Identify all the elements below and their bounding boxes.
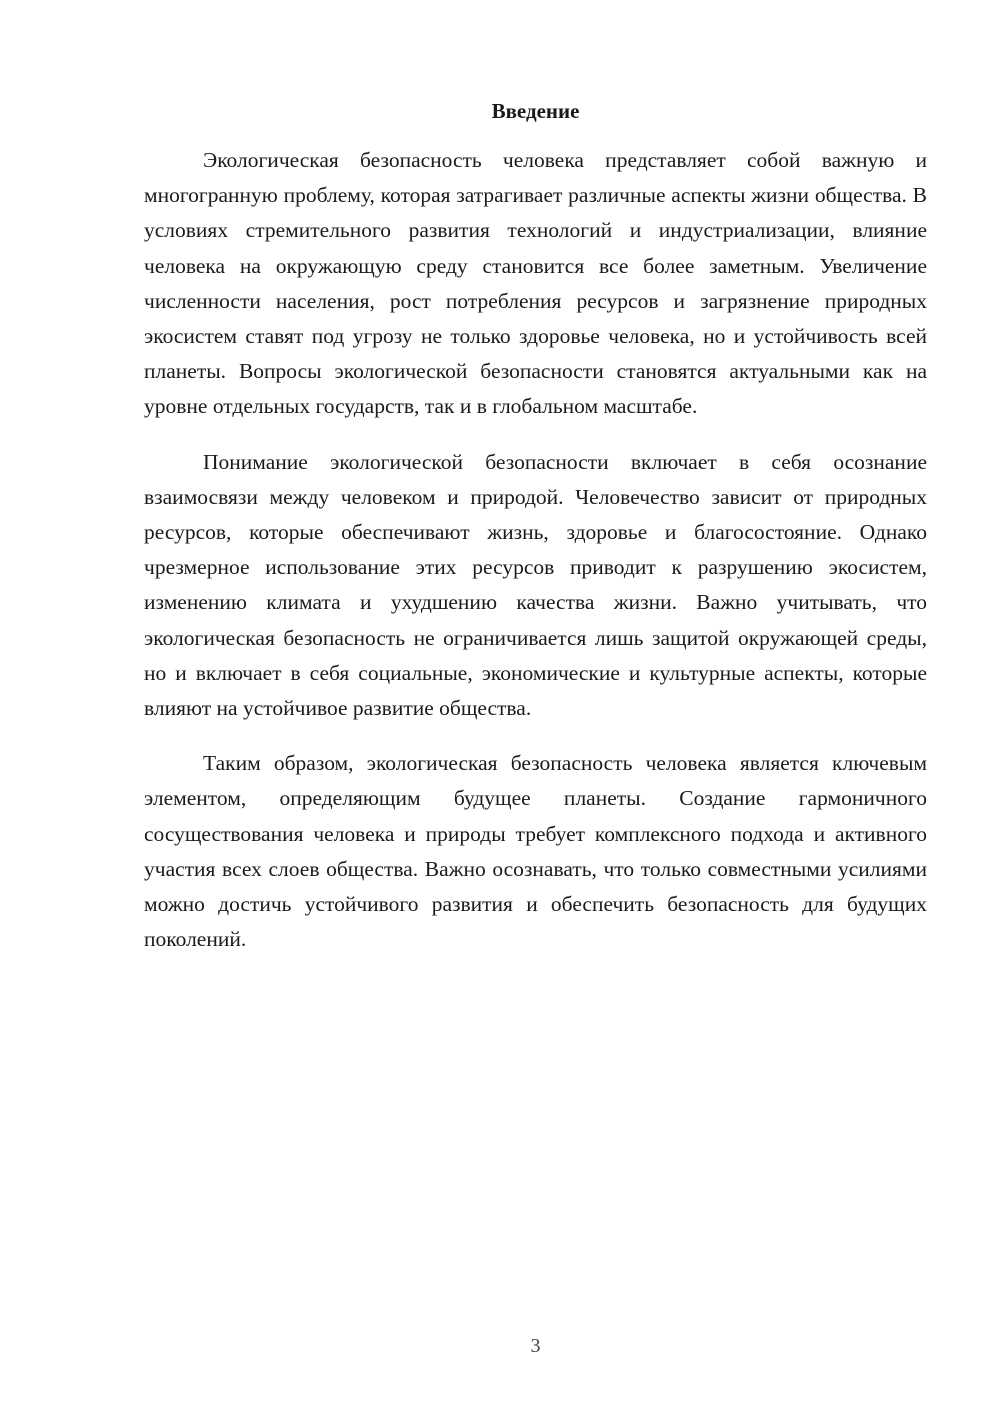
page-number: 3 (530, 1335, 541, 1357)
section-heading: Введение (491, 99, 580, 123)
paragraph-2: Понимание экологической безопасности включает в себя осознание взаимосвязи между человеком и природой. Человечество зависит от природных ресурсов, которые обеспечивают жизнь, здоровье и благосостояние. Однако чрезмерное использование этих ресурсов приводит к разрушению экосистем, изменению климата и ухудшению качества жизни. Важно учитывать, что экологическая безопасность не ограничивается лишь защитой окружающей среды, но и включает в себя социальные, экономические и культурные аспекты, которые влияют на устойчивое развитие общества. (144, 449, 927, 721)
body-text (144, 143, 927, 977)
paragraph-1: Экологическая безопасность человека представляет собой важную и многогранную проблему, которая затрагивает различные аспекты жизни общества. В условиях стремительного развития технологий и индустриализации, влияние человека на окружающую среду становится все более заметным. Увеличение численности населения, рост потребления ресурсов и загрязнение природных экосистем ставят под угрозу не только здоровье человека, но и устойчивость всей планеты. Вопросы экологической безопасности становятся актуальными как на уровне отдельных государств, так и в глобальном масштабе. (144, 148, 927, 419)
paragraph-3: Таким образом, экологическая безопасность человека является ключевым элементом, определяющим будущее планеты. Создание гармоничного сосуществования человека и природы требует комплексного подхода и активного участия всех слоев общества. Важно осознавать, что только совместными усилиями можно достичь устойчивого развития и обеспечить безопасность для будущих поколений. (144, 751, 927, 952)
